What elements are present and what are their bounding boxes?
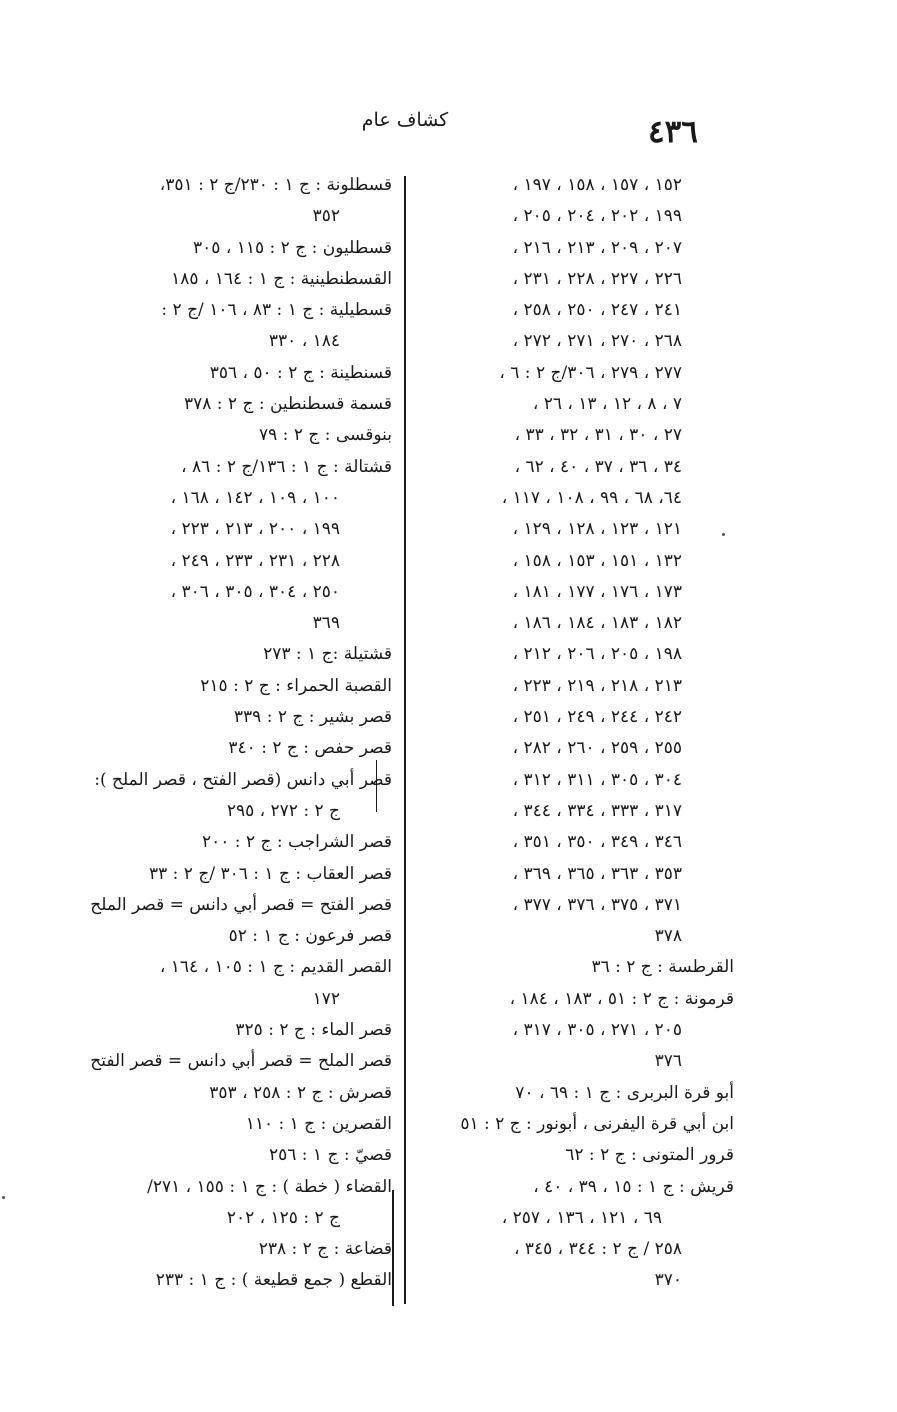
index-entry-continuation: ١٢١ ، ١٢٣ ، ١٢٨ ، ١٢٩ ، xyxy=(512,519,682,540)
index-entry-continuation: ٣٥٢ xyxy=(312,206,340,227)
index-entry-continuation: ١٥٢ ، ١٥٧ ، ١٥٨ ، ١٩٧ ، xyxy=(512,175,682,195)
index-entry-continuation: ٢٠٥ ، ٢٧١ ، ٣٠٥ ، ٣١٧ ، xyxy=(512,1020,682,1041)
index-entry: قصر الفتح = قصر أبي دانس = قصر الملح xyxy=(90,894,392,915)
index-entry-continuation: ١٨٢ ، ١٨٣ ، ١٨٤ ، ١٨٦ ، xyxy=(512,613,682,634)
index-entry-continuation: ١٨٤ ، ٣٣٠ xyxy=(268,331,340,352)
index-entry-continuation: ٢١٣ ، ٢١٨ ، ٢١٩ ، ٢٢٣ ، xyxy=(512,675,682,696)
column-divider xyxy=(404,176,406,1304)
index-entry: أبو قرة البربرى : ج ١ : ٦٩ ، ٧٠ xyxy=(515,1082,734,1103)
index-entry: قصر العقاب : ج ١ : ٣٠٦ /ج ٢ : ٣٣ xyxy=(148,863,392,884)
index-entry-continuation: ٢٥٥ ، ٢٥٩ ، ٢٦٠ ، ٢٨٢ ، xyxy=(512,738,682,759)
column-divider-lower xyxy=(392,1190,394,1306)
page-title: كشاف عام xyxy=(361,109,449,131)
index-entry-continuation: ٣٦٩ xyxy=(312,613,340,634)
index-entry: بنوقسى : ج ٢ : ٧٩ xyxy=(259,425,392,446)
index-entry: قسطليون : ج ٢ : ١١٥ ، ٣٠٥ xyxy=(193,237,392,258)
index-entry: قصر حفص : ج ٢ : ٣٤٠ xyxy=(228,738,392,759)
index-entry: قشتالة : ج ١ : ١٣٦/ج ٢ : ٨٦ ، xyxy=(181,456,392,477)
index-entry-continuation: ٣٤٦ ، ٣٤٩ ، ٣٥٠ ، ٣٥١ ، xyxy=(512,832,682,853)
index-entry: قصر فرعون : ج ١ : ٥٢ xyxy=(228,926,392,947)
index-entry: قشتيلة :ج ١ : ٢٧٣ xyxy=(263,644,392,665)
index-entry-continuation: ٣٧١ ، ٣٧٥ ، ٣٧٦ ، ٣٧٧ ، xyxy=(512,894,682,915)
index-entry-continuation: ٦٤، ٦٨ ، ٩٩ ، ١٠٨ ، ١١٧ ، xyxy=(501,487,682,508)
index-entry-continuation: ١٩٩ ، ٢٠٠ ، ٢١٣ ، ٢٢٣ ، xyxy=(170,519,340,540)
index-entry-continuation: ٣٥٣ ، ٣٦٣ ، ٣٦٥ ، ٣٦٩ ، xyxy=(512,863,682,884)
index-entry-continuation: ٣١٧ ، ٣٣٣ ، ٣٣٤ ، ٣٤٤ ، xyxy=(512,800,682,821)
index-entry: القصبة الحمراء : ج ٢ : ٢١٥ xyxy=(200,675,392,696)
index-column-right xyxy=(424,170,734,1297)
index-entry-continuation: ٢٠٧ ، ٢٠٩ ، ٢١٣ ، ٢١٦ ، xyxy=(512,237,682,258)
index-entry-continuation: ٣٧٨ xyxy=(654,926,682,947)
index-entry-continuation: ١٩٨ ، ٢٠٥ ، ٢٠٦ ، ٢١٢ ، xyxy=(512,644,682,665)
index-entry-continuation: ٣٧٠ xyxy=(654,1270,682,1291)
index-entry: قسطلونة : ج ١ : ٢٣٠/ج ٢ : ٣٥١، xyxy=(159,175,392,195)
index-entry: قصر الملح = قصر أبي دانس = قصر الفتح xyxy=(90,1051,392,1072)
print-speck xyxy=(2,1196,5,1199)
index-entry-continuation: ٢٥٠ ، ٣٠٤ ، ٣٠٥ ، ٣٠٦ ، xyxy=(170,581,340,602)
index-entry: القضاء ( خطة ) : ج ١ : ١٥٥ ، ٢٧١/ xyxy=(147,1176,392,1197)
index-entry-continuation: ٢٥٨ / ج ٢ : ٣٤٤ ، ٣٤٥ ، xyxy=(513,1239,682,1260)
index-entry-continuation: ج ٢ : ٢٧٢ ، ٢٩٥ xyxy=(226,800,340,821)
index-entry-continuation: ١٣٢ ، ١٥١ ، ١٥٣ ، ١٥٨ ، xyxy=(512,550,682,571)
index-column-left xyxy=(55,170,392,1297)
index-entry-continuation: ٢٢٨ ، ٢٣١ ، ٢٣٣ ، ٢٤٩ ، xyxy=(170,550,340,571)
index-entry: قسطيلية : ج ١ : ٨٣ ، ١٠٦ /ج ٢ : xyxy=(161,300,392,321)
index-entry: قسمة قسطنطين : ج ٢ : ٣٧٨ xyxy=(183,394,392,415)
index-entry: قصر بشير : ج ٢ : ٣٣٩ xyxy=(233,707,392,728)
index-entry: قصر الشراجب : ج ٢ : ٢٠٠ xyxy=(201,832,392,853)
index-entry: قصرش : ج ٢ : ٢٥٨ ، ٣٥٣ xyxy=(209,1082,392,1103)
index-entry-continuation: ٢٤١ ، ٢٤٧ ، ٢٥٠ ، ٢٥٨ ، xyxy=(512,300,682,321)
index-entry: قرمونة : ج ٢ : ٥١ ، ١٨٣ ، ١٨٤ ، xyxy=(509,988,734,1009)
index-entry-continuation: ٧ ، ٨ ، ١٢ ، ١٣ ، ٢٦ ، xyxy=(532,394,682,415)
index-entry-continuation: ٢٢٦ ، ٢٢٧ ، ٢٢٨ ، ٢٣١ ، xyxy=(512,268,682,289)
index-entry: قرور المتونى : ج ٢ : ٦٢ xyxy=(565,1145,734,1166)
print-speck xyxy=(722,533,725,536)
index-entry: القصر القديم : ج ١ : ١٠٥ ، ١٦٤ ، xyxy=(159,957,392,978)
index-entry: القرطسة : ج ٢ : ٣٦ xyxy=(591,957,734,978)
index-entry-continuation: ٢٤٢ ، ٢٤٤ ، ٢٤٩ ، ٢٥١ ، xyxy=(512,707,682,728)
index-entry: قصر الماء : ج ٢ : ٣٢٥ xyxy=(235,1020,392,1041)
index-entry: قصر أبي دانس (قصر الفتح ، قصر الملح ): xyxy=(94,769,392,790)
index-entry-continuation: ١٧٣ ، ١٧٦ ، ١٧٧ ، ١٨١ ، xyxy=(512,581,682,602)
index-entry: قريش : ج ١ : ١٥ ، ٣٩ ، ٤٠ ، xyxy=(533,1176,734,1197)
index-entry-continuation: ٣٧٦ xyxy=(654,1051,682,1072)
index-entry-continuation: ٦٩ ، ١٢١ ، ١٣٦ ، ٢٥٧ ، xyxy=(501,1207,662,1228)
index-entry-continuation: ٣٤ ، ٣٦ ، ٣٧ ، ٤٠ ، ٦٢ ، xyxy=(514,456,682,477)
index-entry-continuation: ١٩٩ ، ٢٠٢ ، ٢٠٤ ، ٢٠٥ ، xyxy=(512,206,682,227)
index-entry-continuation: ٢٦٨ ، ٢٧٠ ، ٢٧١ ، ٢٧٢ ، xyxy=(512,331,682,352)
index-entry-continuation: ٢٧٧ ، ٢٧٩ ، ٣٠٦/ج ٢ : ٦ ، xyxy=(499,362,682,383)
index-entry-continuation: ١٠٠ ، ١٠٩ ، ١٤٢ ، ١٦٨ ، xyxy=(170,487,340,508)
index-entry: قضاعة : ج ٢ : ٢٣٨ xyxy=(258,1239,392,1260)
index-entry-continuation: ٣٠٤ ، ٣٠٥ ، ٣١١ ، ٣١٢ ، xyxy=(512,769,682,790)
index-entry: قصيّ : ج ١ : ٢٥٦ xyxy=(268,1145,392,1166)
index-entry-continuation: ١٧٢ xyxy=(312,988,340,1009)
index-entry: القصرين : ج ١ : ١١٠ xyxy=(245,1113,392,1134)
index-entry: القطع ( جمع قطيعة ) : ج ١ : ٢٣٣ xyxy=(155,1270,392,1291)
index-entry-continuation: ج ٢ : ١٢٥ ، ٢٠٢ xyxy=(226,1207,340,1228)
index-entry: القسطنطينية : ج ١ : ١٦٤ ، ١٨٥ xyxy=(171,268,392,289)
page-number: ٤٣٦ xyxy=(648,114,698,150)
index-entry-continuation: ٢٧ ، ٣٠ ، ٣١ ، ٣٢ ، ٣٣ ، xyxy=(514,425,682,446)
index-entry: ابن أبي قرة اليفرنى ، أبونور : ج ٢ : ٥١ xyxy=(460,1113,734,1134)
index-entry: قسنطينة : ج ٢ : ٥٠ ، ٣٥٦ xyxy=(209,362,392,383)
